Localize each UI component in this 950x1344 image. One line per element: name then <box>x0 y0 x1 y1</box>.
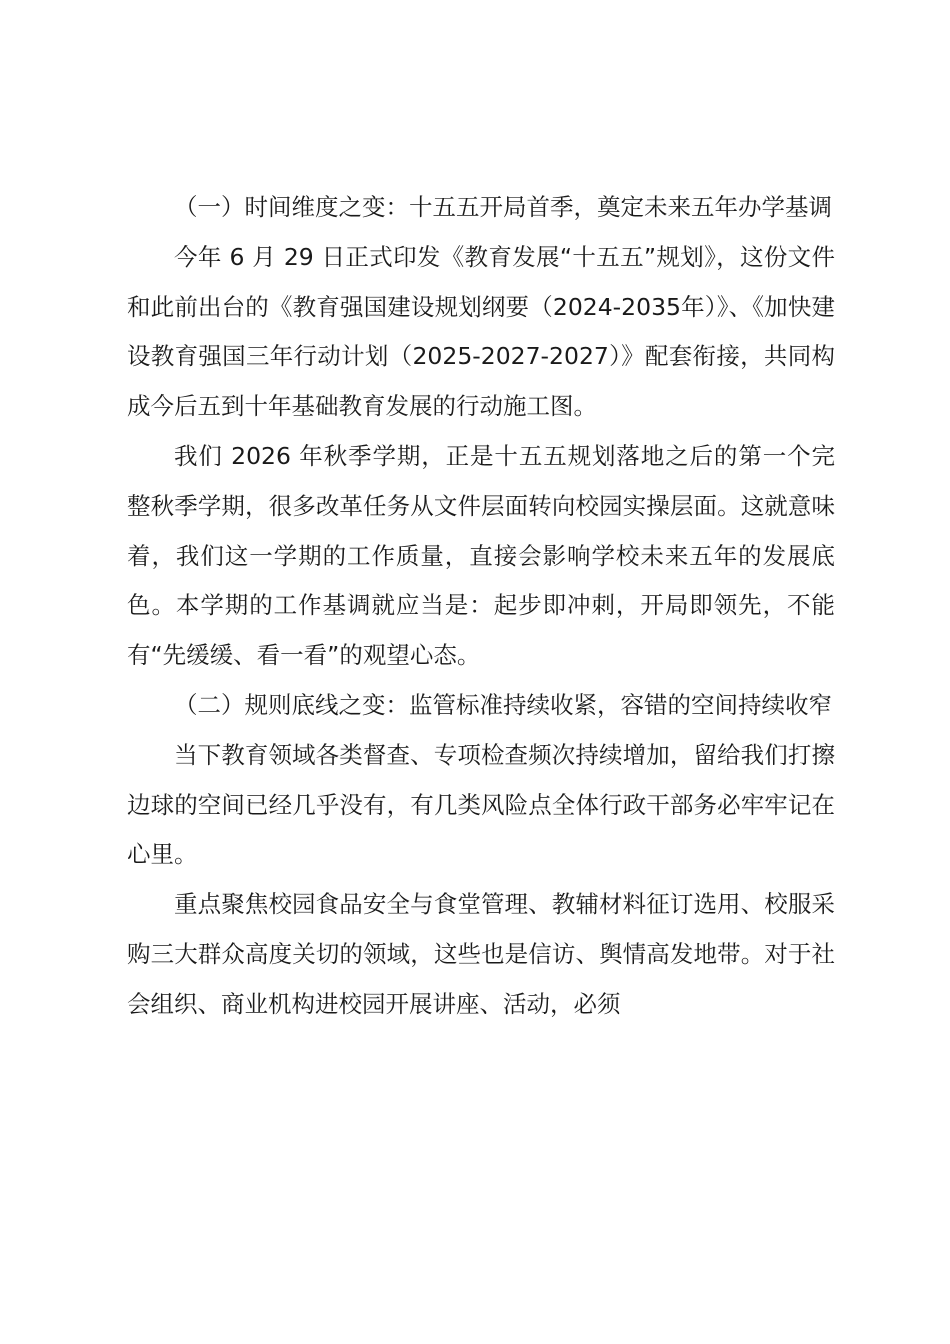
paragraph-inspections: 当下教育领域各类督查、专项检查频次持续增加，留给我们打擦边球的空间已经几乎没有，有几类风险点全体行政干部务必牢牢记在心里。 <box>127 740 835 869</box>
paragraph-key-focus-areas: 重点聚焦校园食品安全与食堂管理、教辅材料征订选用、校服采购三大群众高度关切的领域，这些也是信访、舆情高发地带。对于社会组织、商业机构进校园开展讲座、活动，必须 <box>127 890 835 1018</box>
paragraph-autumn-semester: 我们 2026 年秋季学期，正是十五五规划落地之后的第一个完整秋季学期，很多改革任务从文件层面转向校园实操层面。这就意味着，我们这一学期的工作质量，直接会影响学校未来五年的发展底色。本学期的工作基调就应当是：起步即冲刺，开局即领先，不能有“先缓缓、看一看”的观望心态。 <box>127 441 835 670</box>
section-heading-time-dimension: （一）时间维度之变：十五五开局首季，奠定未来五年办学基调 <box>174 193 832 221</box>
document-body <box>127 183 835 1030</box>
section-heading-rules-baseline: （二）规则底线之变：监管标准持续收紧，容错的空间持续收窄 <box>174 690 832 719</box>
paragraph-plan-documents: 今年 6 月 29 日正式印发《教育发展“十五五”规划》，这份文件和此前出台的《教育强国建设规划纲要（2024-2035年）》、《加快建设教育强国三年行动计划（2025-2027-2027）》配套衔接，共同构成今后五到十年基础教育发展的行动施工图。 <box>127 242 835 421</box>
